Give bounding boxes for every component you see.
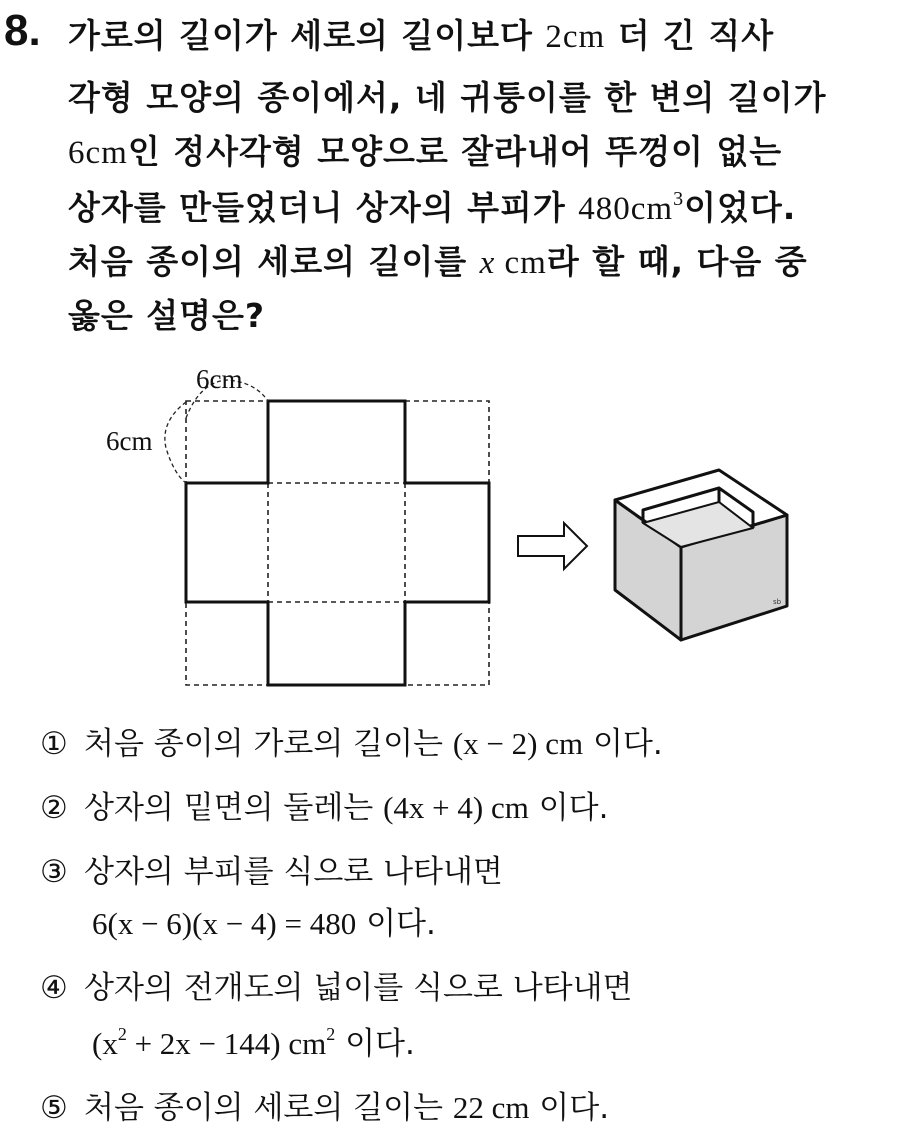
question-line-1 [68,10,868,57]
math-exponent: 2 [117,1024,127,1044]
math-variable: x [479,245,496,281]
math-exponent: 3 [673,188,685,210]
math-unit: cm [537,726,584,761]
label-top-6cm: 6cm [196,364,243,394]
question-text: 처음 종이의 세로의 길이를 [68,242,480,281]
option-text: 상자의 전개도의 넓이를 식으로 나타내면 [84,970,633,1006]
math-expr: (x − 2) [452,726,538,761]
question-text: 더 긴 직사 [605,16,775,55]
question-line-5 [68,236,868,283]
math-unit: cm [483,790,529,825]
math-expr: (x [92,1026,118,1061]
box-mark: sb [773,598,782,606]
option-text: 이다. [583,726,663,762]
question-text: 가로의 길이가 세로의 길이보다 [68,16,546,55]
arrow-icon [518,523,587,569]
option-4-continuation [92,1018,415,1063]
question-text: 이었다. [684,188,797,227]
question-line-4 [68,182,868,229]
option-text: 처음 종이의 가로의 길이는 [84,726,453,762]
option-1[interactable] [40,718,663,763]
math-expr: 22 [452,1090,484,1125]
math-unit: cm [504,245,547,281]
option-3[interactable] [40,846,503,891]
option-text: 상자의 밑면의 둘레는 [84,790,384,826]
question-text: 각형 모양의 종이에서, 네 귀퉁이를 한 변의 길이가 [68,78,827,117]
option-2-marker: ② [40,790,68,826]
net-outline [186,401,489,685]
question-number: 8. [4,6,41,55]
option-1-marker: ① [40,726,68,762]
math-expr: 480cm [578,191,674,227]
question-line-6 [68,290,868,337]
question-text: 인 정사각형 모양으로 잘라내어 뚜껑이 없는 [127,132,783,171]
option-4[interactable] [40,962,633,1007]
question-line-3 [68,126,868,173]
cut-corner-dashes [186,401,489,685]
math-expr: 2cm [545,19,606,55]
question-text: 라 할 때, 다음 중 [546,242,808,281]
math-exponent: 2 [326,1024,336,1044]
dimension-arc-left [165,402,186,483]
math-expr: 6cm [68,135,128,171]
option-text: 상자의 부피를 식으로 나타내면 [84,854,503,890]
math-unit: cm [483,1090,530,1125]
math-expr: (4x + 4) [383,790,484,825]
question-text: 상자를 만들었더니 상자의 부피가 [68,188,579,227]
math-expr: 6(x − 6)(x − 4) = 480 [92,906,357,941]
option-3-continuation [92,898,436,943]
option-text: 이다. [335,1026,415,1062]
label-left-6cm: 6cm [106,426,153,456]
option-text: 이다. [356,906,436,942]
option-2[interactable] [40,782,608,827]
option-text: 처음 종이의 세로의 길이는 [84,1090,453,1126]
net-and-box-figure [90,360,850,700]
option-5[interactable] [40,1082,609,1127]
open-box-illustration [615,470,787,640]
question-line-2 [68,72,868,119]
option-4-marker: ④ [40,970,68,1006]
question-text: 옳은 설명은? [68,296,266,335]
option-text: 이다. [528,790,609,826]
math-expr: + 2x − 144) cm [126,1026,327,1061]
option-3-marker: ③ [40,854,68,890]
option-5-marker: ⑤ [40,1090,68,1126]
option-text: 이다. [529,1090,610,1126]
